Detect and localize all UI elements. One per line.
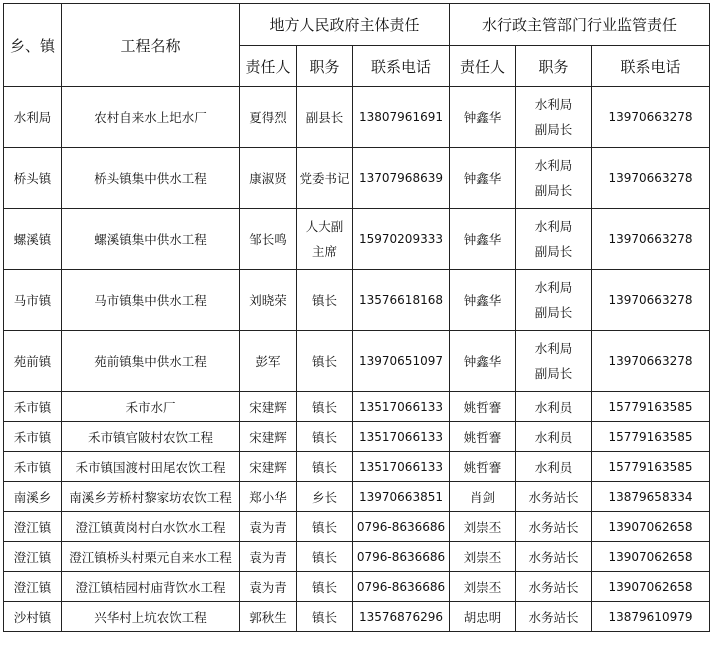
local-phone-cell: 0796-8636686: [353, 572, 450, 602]
water-phone-cell: 15779163585: [592, 392, 710, 422]
water-duty-line1: 水利局: [534, 280, 573, 295]
local-duty-cell: 党委书记: [297, 148, 353, 209]
local-phone-cell: 13517066133: [353, 452, 450, 482]
local-duty-cell: 镇长: [297, 452, 353, 482]
local-duty-cell: 镇长: [297, 422, 353, 452]
town-cell: 澄江镇: [4, 512, 62, 542]
project-cell: 农村自来水上圯水厂: [62, 87, 240, 148]
header-water-group: 水行政主管部门行业监管责任: [450, 4, 710, 46]
water-duty-cell: [516, 87, 592, 148]
town-cell: 水利局: [4, 87, 62, 148]
local-person-cell: 袁为青: [240, 542, 297, 572]
local-person-cell: 袁为青: [240, 572, 297, 602]
local-phone-cell: 15970209333: [353, 209, 450, 270]
local-person-cell: 宋建辉: [240, 422, 297, 452]
town-cell: 桥头镇: [4, 148, 62, 209]
local-phone-cell: 13576618168: [353, 270, 450, 331]
local-person-cell: 郭秋生: [240, 602, 297, 632]
water-person-cell: 姚哲謇: [450, 392, 516, 422]
project-cell: 禾市水厂: [62, 392, 240, 422]
project-cell: 兴华村上坑农饮工程: [62, 602, 240, 632]
local-duty-line2: 主席: [311, 244, 337, 259]
responsibility-table: [3, 3, 710, 632]
water-person-cell: 钟鑫华: [450, 148, 516, 209]
local-phone-cell: 13517066133: [353, 422, 450, 452]
water-person-cell: 钟鑫华: [450, 331, 516, 392]
local-person-cell: 袁为青: [240, 512, 297, 542]
water-duty-cell: 水务站长: [516, 542, 592, 572]
local-person-cell: 康淑贤: [240, 148, 297, 209]
water-person-cell: 姚哲謇: [450, 422, 516, 452]
header-local-person: 责任人: [240, 46, 297, 87]
header-water-phone: 联系电话: [592, 46, 710, 87]
water-phone-cell: 13879658334: [592, 482, 710, 512]
project-cell: 禾市镇国渡村田尾农饮工程: [62, 452, 240, 482]
table-row: [4, 331, 710, 392]
water-phone-cell: 13970663278: [592, 270, 710, 331]
local-person-cell: 彭军: [240, 331, 297, 392]
table-row: [4, 422, 710, 452]
header-local-group: 地方人民政府主体责任: [240, 4, 450, 46]
water-duty-cell: 水利员: [516, 422, 592, 452]
local-duty-cell: 副县长: [297, 87, 353, 148]
water-phone-cell: 15779163585: [592, 452, 710, 482]
local-duty-cell: 镇长: [297, 572, 353, 602]
water-phone-cell: 13907062658: [592, 512, 710, 542]
table-row: [4, 482, 710, 512]
local-duty-cell: 镇长: [297, 542, 353, 572]
local-person-cell: 刘晓荣: [240, 270, 297, 331]
water-duty-line1: 水利局: [534, 219, 573, 234]
local-phone-cell: 0796-8636686: [353, 542, 450, 572]
town-cell: 苑前镇: [4, 331, 62, 392]
water-phone-cell: 13907062658: [592, 542, 710, 572]
local-phone-cell: 13576876296: [353, 602, 450, 632]
water-duty-cell: 水务站长: [516, 512, 592, 542]
header-water-person: 责任人: [450, 46, 516, 87]
town-cell: 澄江镇: [4, 542, 62, 572]
water-phone-cell: 13879610979: [592, 602, 710, 632]
table-row: [4, 209, 710, 270]
local-duty-cell: 镇长: [297, 331, 353, 392]
water-duty-cell: [516, 270, 592, 331]
water-person-cell: 钟鑫华: [450, 270, 516, 331]
local-phone-cell: 0796-8636686: [353, 512, 450, 542]
water-person-cell: 钟鑫华: [450, 209, 516, 270]
water-duty-cell: 水务站长: [516, 602, 592, 632]
water-duty-line1: 水利局: [534, 341, 573, 356]
water-duty-line2: 副局长: [534, 122, 573, 137]
water-duty-cell: [516, 148, 592, 209]
water-duty-cell: 水利员: [516, 392, 592, 422]
town-cell: 澄江镇: [4, 572, 62, 602]
town-cell: 禾市镇: [4, 422, 62, 452]
local-person-cell: 宋建辉: [240, 452, 297, 482]
project-cell: 禾市镇官陂村农饮工程: [62, 422, 240, 452]
local-duty-cell: [297, 209, 353, 270]
water-duty-line2: 副局长: [534, 183, 573, 198]
header-local-duty: 职务: [297, 46, 353, 87]
header-water-duty: 职务: [516, 46, 592, 87]
project-cell: 螺溪镇集中供水工程: [62, 209, 240, 270]
water-duty-cell: 水利员: [516, 452, 592, 482]
water-duty-cell: [516, 209, 592, 270]
project-cell: 澄江镇桥头村栗元自来水工程: [62, 542, 240, 572]
local-person-cell: 夏得烈: [240, 87, 297, 148]
header-project: 工程名称: [62, 4, 240, 87]
water-person-cell: 胡忠明: [450, 602, 516, 632]
table-row: [4, 602, 710, 632]
water-duty-line1: 水利局: [534, 158, 573, 173]
water-duty-cell: [516, 331, 592, 392]
table-row: [4, 542, 710, 572]
table-row: [4, 270, 710, 331]
water-duty-line2: 副局长: [534, 244, 573, 259]
project-cell: 马市镇集中供水工程: [62, 270, 240, 331]
water-duty-line2: 副局长: [534, 366, 573, 381]
local-duty-cell: 镇长: [297, 602, 353, 632]
water-phone-cell: 13907062658: [592, 572, 710, 602]
table-row: [4, 392, 710, 422]
water-phone-cell: 13970663278: [592, 148, 710, 209]
project-cell: 澄江镇黄岗村白水饮水工程: [62, 512, 240, 542]
table-row: [4, 87, 710, 148]
project-cell: 苑前镇集中供水工程: [62, 331, 240, 392]
town-cell: 螺溪镇: [4, 209, 62, 270]
table-row: [4, 452, 710, 482]
header-local-phone: 联系电话: [353, 46, 450, 87]
local-phone-cell: 13517066133: [353, 392, 450, 422]
header-town: 乡、镇: [4, 4, 62, 87]
local-phone-cell: 13970663851: [353, 482, 450, 512]
local-phone-cell: 13970651097: [353, 331, 450, 392]
table-row: [4, 148, 710, 209]
town-cell: 沙村镇: [4, 602, 62, 632]
local-duty-cell: 镇长: [297, 512, 353, 542]
local-person-cell: 邹长鸣: [240, 209, 297, 270]
local-person-cell: 宋建辉: [240, 392, 297, 422]
water-person-cell: 姚哲謇: [450, 452, 516, 482]
table-row: [4, 572, 710, 602]
local-phone-cell: 13807961691: [353, 87, 450, 148]
town-cell: 禾市镇: [4, 452, 62, 482]
water-phone-cell: 13970663278: [592, 331, 710, 392]
water-person-cell: 刘崇丕: [450, 512, 516, 542]
town-cell: 南溪乡: [4, 482, 62, 512]
water-person-cell: 肖剑: [450, 482, 516, 512]
project-cell: 澄江镇桔园村庙背饮水工程: [62, 572, 240, 602]
water-person-cell: 钟鑫华: [450, 87, 516, 148]
local-duty-cell: 乡长: [297, 482, 353, 512]
project-cell: 南溪乡芳桥村黎家坊农饮工程: [62, 482, 240, 512]
local-duty-line1: 人大副: [305, 219, 344, 234]
table-row: [4, 512, 710, 542]
water-duty-line1: 水利局: [534, 97, 573, 112]
town-cell: 马市镇: [4, 270, 62, 331]
local-phone-cell: 13707968639: [353, 148, 450, 209]
water-duty-line2: 副局长: [534, 305, 573, 320]
water-phone-cell: 13970663278: [592, 87, 710, 148]
water-duty-cell: 水务站长: [516, 572, 592, 602]
local-person-cell: 郑小华: [240, 482, 297, 512]
town-cell: 禾市镇: [4, 392, 62, 422]
local-duty-cell: 镇长: [297, 392, 353, 422]
water-person-cell: 刘崇丕: [450, 542, 516, 572]
local-duty-cell: 镇长: [297, 270, 353, 331]
water-phone-cell: 13970663278: [592, 209, 710, 270]
water-duty-cell: 水务站长: [516, 482, 592, 512]
water-phone-cell: 15779163585: [592, 422, 710, 452]
water-person-cell: 刘崇丕: [450, 572, 516, 602]
project-cell: 桥头镇集中供水工程: [62, 148, 240, 209]
